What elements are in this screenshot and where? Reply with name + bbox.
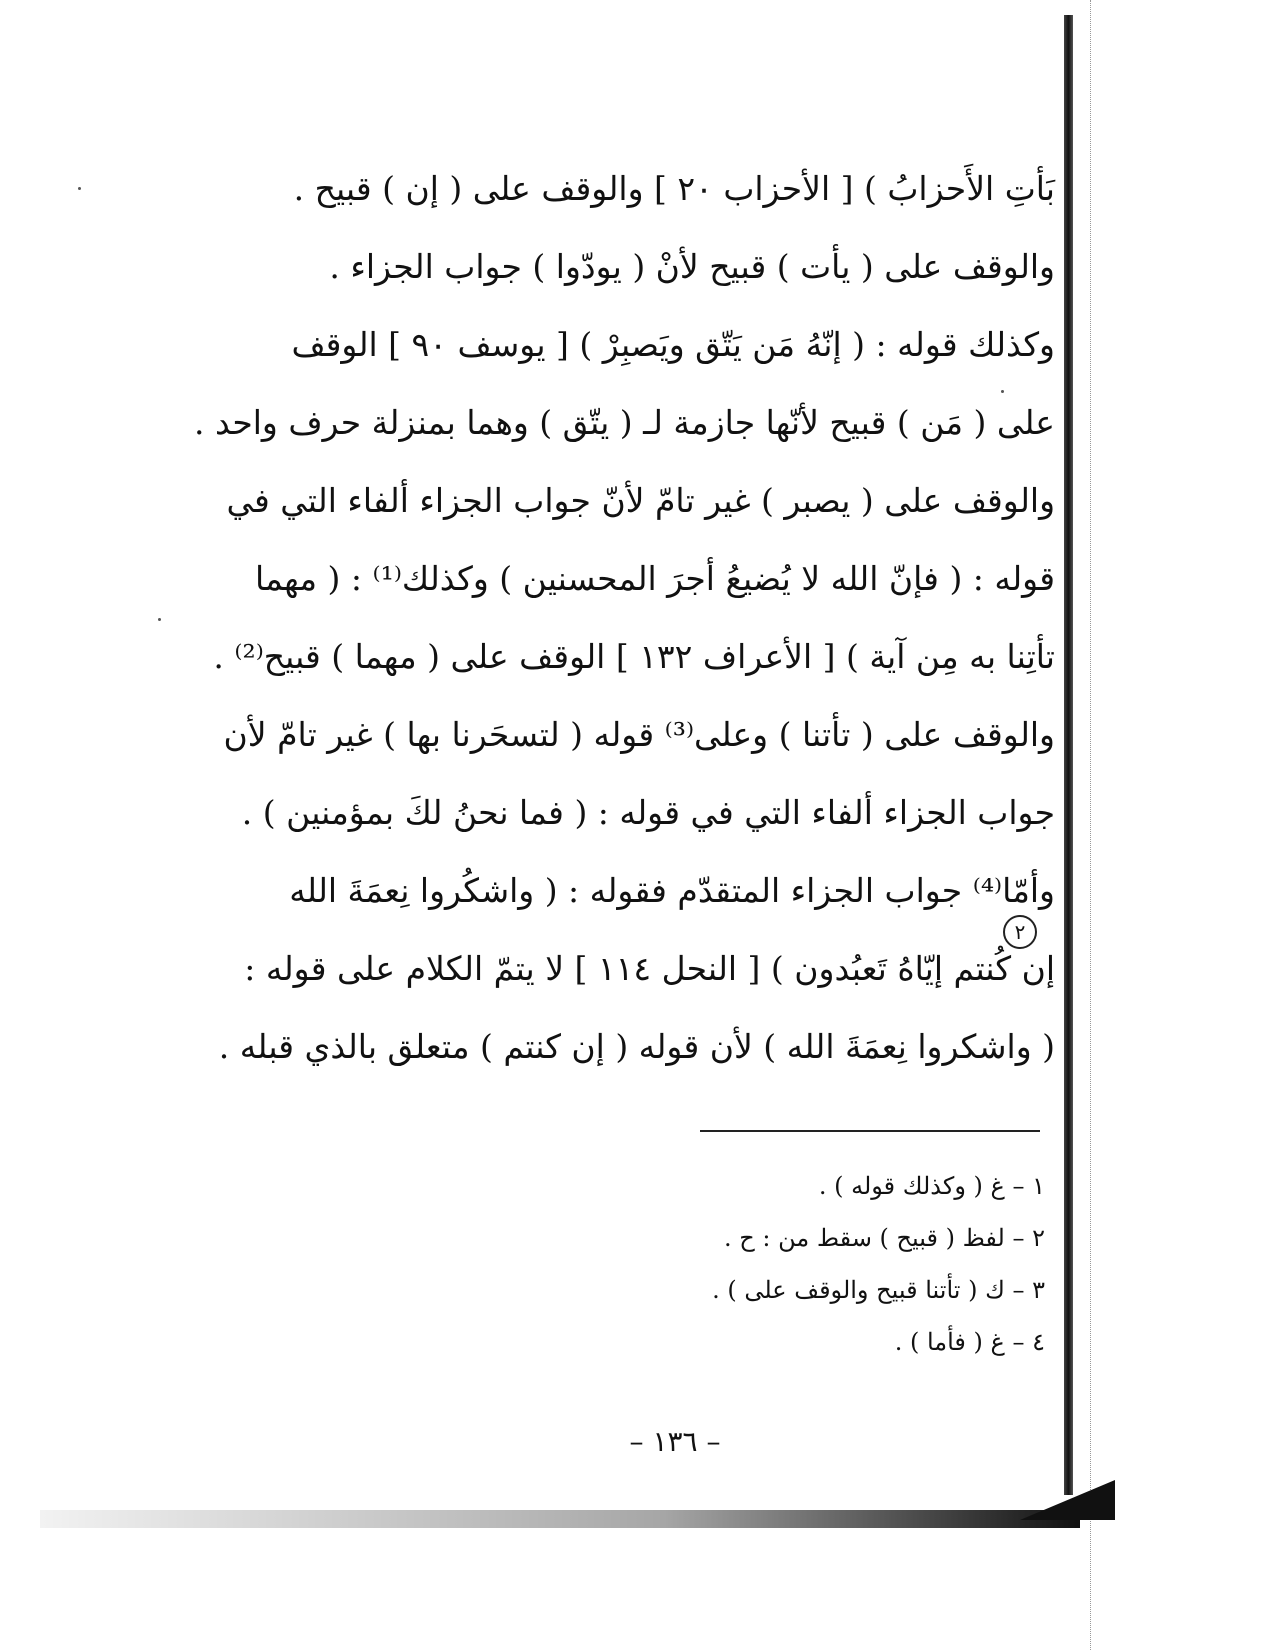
footnote: ٤ – غ ( فأما ) .	[894, 1328, 1045, 1356]
text-line: وأمّا⁽⁴⁾ جواب الجزاء المتقدّم فقوله : ( واشكُروا نِعمَةَ الله	[289, 871, 1055, 910]
text-line: والوقف على ( يصبر ) غير تامّ لأنّ جواب الجزاء ألفاء التي في	[226, 481, 1055, 520]
text-line: على ( مَن ) قبيح لأنّها جازمة لـ ( يتّق ) وهما بمنزلة حرف واحد .	[194, 403, 1055, 442]
book-binding	[1064, 15, 1073, 1495]
footnote: ٢ – لفظ ( قبيح ) سقط من : ح .	[724, 1224, 1045, 1252]
text-line: تأتِنا به مِن آية ) [ الأعراف ١٣٢ ] الوقف على ( مهما ) قبيح⁽²⁾ .	[213, 637, 1055, 676]
main-text	[194, 150, 1055, 1086]
text-line: وكذلك قوله : ( إنّهُ مَن يَتّق ويَصبِرْ ) [ يوسف ٩٠ ] الوقف	[291, 325, 1055, 364]
text-line: قوله : ( فإنّ الله لا يُضيعُ أجرَ المحسنين ) وكذلك⁽¹⁾ : ( مهما	[254, 559, 1055, 598]
speck	[1001, 390, 1004, 393]
text-line: إن كُنتم إيّاهُ تَعبُدون ) [ النحل ١١٤ ] لا يتمّ الكلام على قوله :	[244, 949, 1055, 988]
scan-shadow	[40, 1510, 1080, 1528]
footnote-divider	[700, 1130, 1040, 1132]
text-line: بَأتِ الأَحزابُ ) [ الأحزاب ٢٠ ] والوقف على ( إن ) قبيح .	[293, 169, 1055, 208]
footnote: ١ – غ ( وكذلك قوله ) .	[818, 1172, 1045, 1200]
text-line: ( واشكروا نِعمَةَ الله ) لأن قوله ( إن كنتم ) متعلق بالذي قبله .	[218, 1027, 1055, 1066]
text-line: جواب الجزاء ألفاء التي في قوله : ( فما نحنُ لكَ بمؤمنين ) .	[241, 793, 1055, 832]
footnote: ٣ – ك ( تأتنا قبيح والوقف على ) .	[712, 1276, 1045, 1304]
speck	[78, 187, 81, 190]
margin-mark: ٢	[1003, 915, 1037, 949]
page-edge	[1090, 0, 1105, 1650]
speck	[158, 618, 161, 621]
text-line: والوقف على ( يأت ) قبيح لأنْ ( يودّوا ) جواب الجزاء .	[329, 247, 1055, 286]
page-number: – ١٣٦ –	[629, 1425, 721, 1458]
text-line: والوقف على ( تأتنا ) وعلى⁽³⁾ قوله ( لتسحَرنا بها ) غير تامّ لأن	[223, 715, 1055, 754]
footnotes	[500, 1160, 1045, 1368]
